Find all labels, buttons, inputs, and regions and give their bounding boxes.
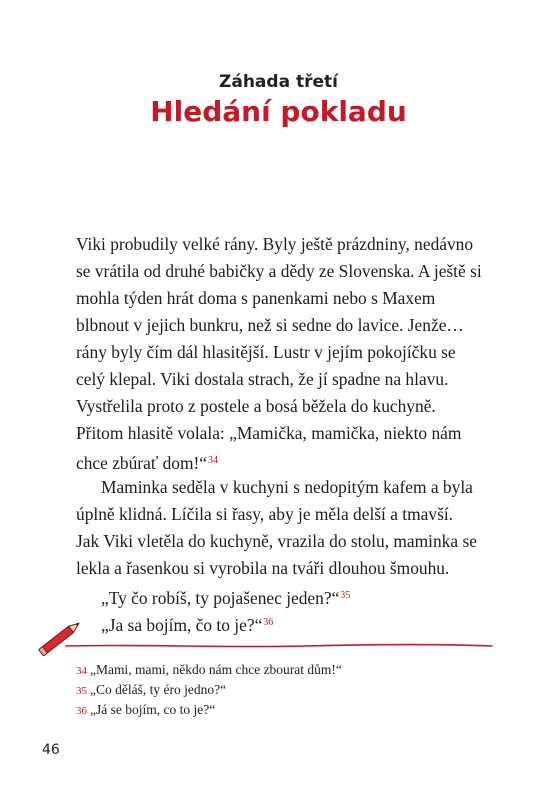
chapter-title: Hledání pokladu <box>150 95 407 128</box>
page-number: 46 <box>42 742 60 758</box>
body-line: mohla týden hrát doma s panenkami nebo s Maxem <box>76 288 436 308</box>
footnote-text: „Mami, mami, někdo nám chce zbourat dům!“ <box>90 662 342 677</box>
dialogue-text: „Ja sa bojím, čo to je?“ <box>101 615 263 635</box>
body-line: lekla a řasenkou si vyrobila na tváři dlouhou šmouhu. <box>76 558 450 578</box>
body-line: celý klepal. Viki dostala strach, že jí spadne na hlavu. <box>76 369 449 389</box>
pencil-icon <box>32 616 92 660</box>
footnotes <box>76 660 496 720</box>
body-line <box>76 447 496 474</box>
body-line: úplně klidná. Líčila si řasy, aby je měla delší a tmavší. <box>76 504 454 524</box>
body-line: Přitom hlasitě volala: „Mamička, mamička, niekto nám <box>76 423 462 443</box>
body-line: se vrátila od druhé babičky a dědy ze Slovenska. A ještě si <box>76 261 482 281</box>
footnote-ref[interactable]: 34 <box>208 455 219 466</box>
body-text <box>76 231 496 636</box>
body-line: rány byly čím dál hlasitější. Lustr v jejím pokojíčku se <box>76 342 456 362</box>
footnote-text: „Já se bojím, co to je?“ <box>90 702 216 717</box>
dialogue-text: „Ty čo robíš, ty pojašenec jeden?“ <box>101 588 340 608</box>
body-line: Maminka seděla v kuchyni s nedopitým kafem a byla <box>101 477 473 497</box>
body-line: blbnout v jejich bunkru, než si sedne do lavice. Jenže… <box>76 315 464 335</box>
body-line-text: chce zbúrať dom!“ <box>76 453 208 473</box>
dialogue-line <box>76 609 496 636</box>
chapter-kicker: Záhada třetí <box>219 72 338 92</box>
footnote-number: 35 <box>76 685 87 697</box>
footnote-number: 36 <box>76 705 87 717</box>
footnote-number: 34 <box>76 665 87 677</box>
footnote-item <box>76 660 496 680</box>
body-line: Viki probudily velké rány. Byly ještě prázdniny, nedávno <box>76 234 474 254</box>
body-line: Vystřelila proto z postele a bosá běžela do kuchyně. <box>76 396 436 416</box>
footnote-ref[interactable]: 35 <box>340 590 351 601</box>
footnote-ref[interactable]: 36 <box>263 617 274 628</box>
body-line: Jak Viki vletěla do kuchyně, vrazila do stolu, maminka se <box>76 531 477 551</box>
footnote-separator <box>64 642 494 650</box>
footnote-text: „Co děláš, ty éro jedno?“ <box>90 682 227 697</box>
footnote-item <box>76 680 496 700</box>
dialogue-line <box>76 582 496 609</box>
footnote-item <box>76 700 496 720</box>
